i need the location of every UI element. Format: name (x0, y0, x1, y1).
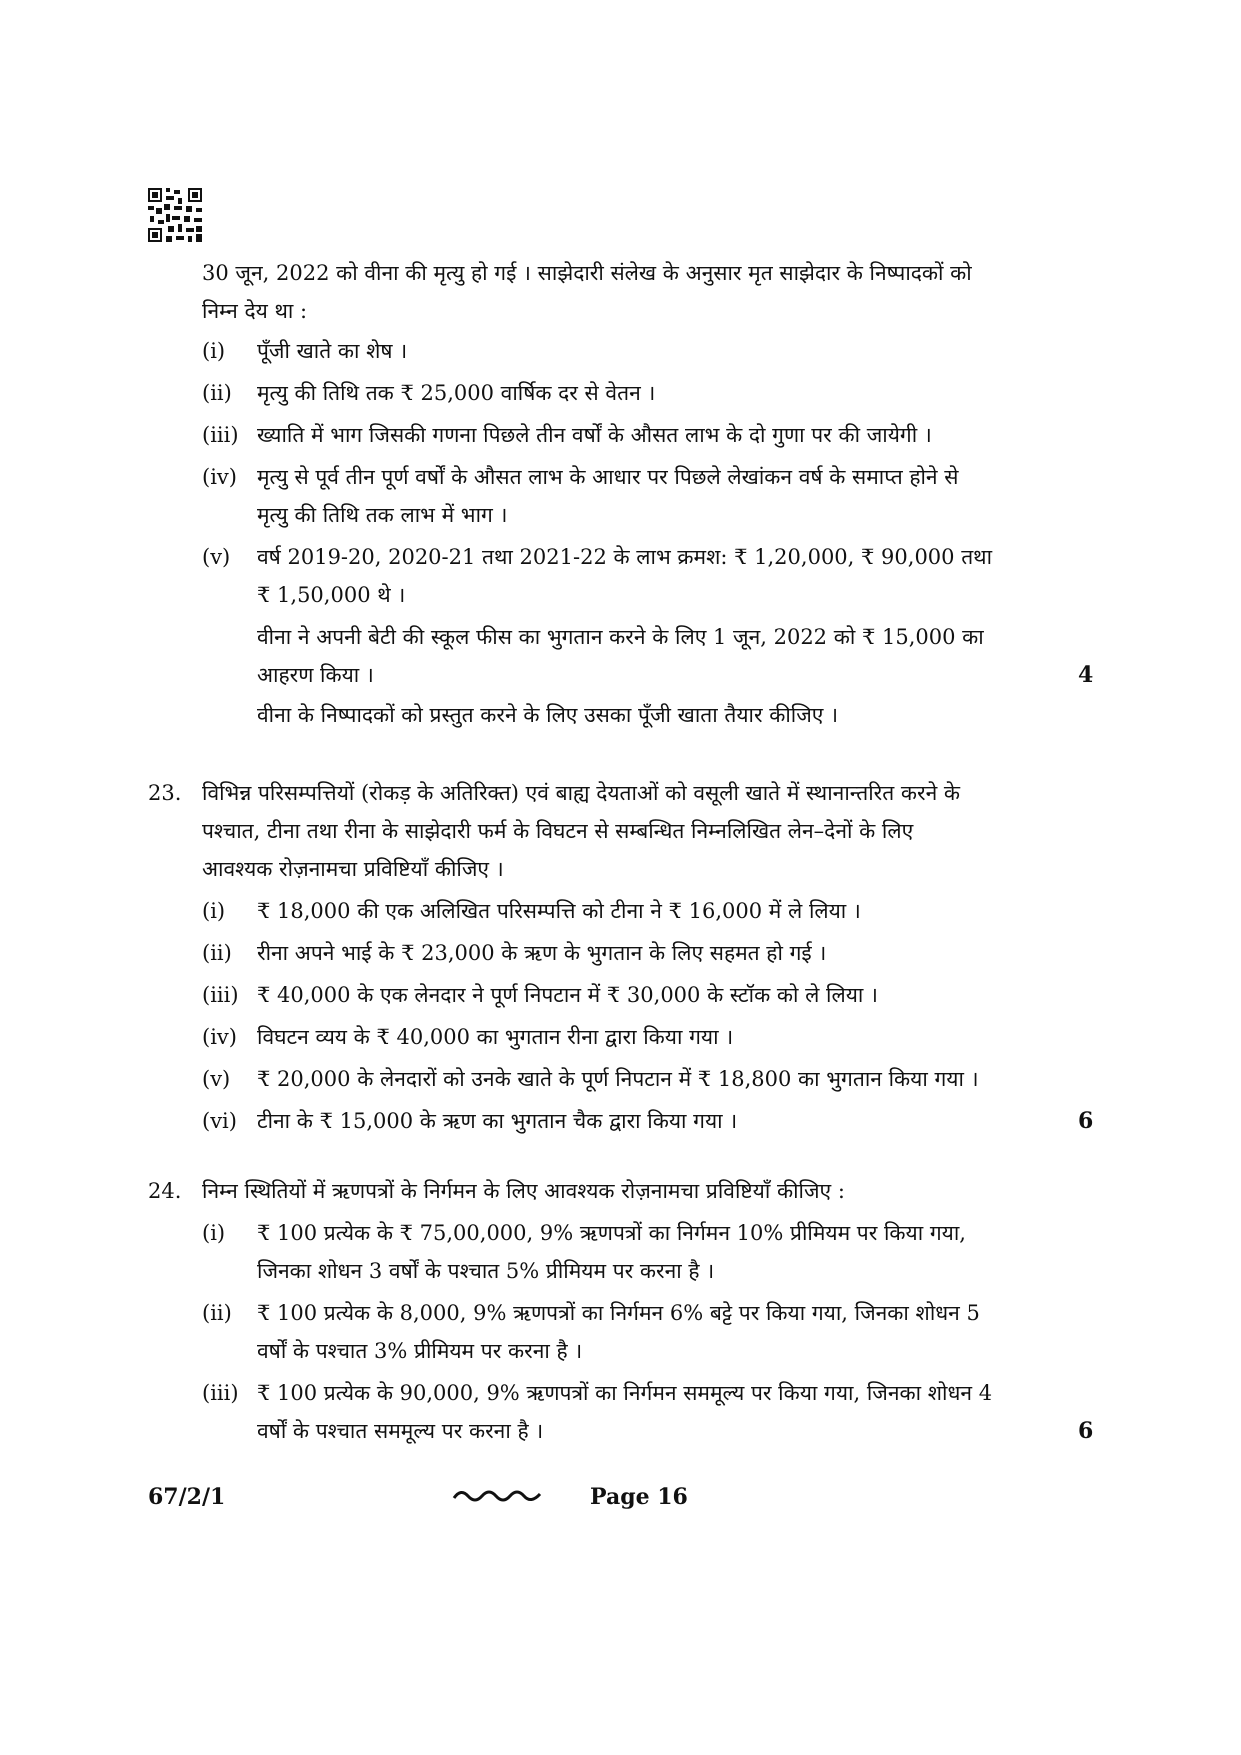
intro-item-text: वर्ष 2019-20, 2020-21 तथा 2021-22 के लाभ क्रमश: ₹ 1,20,000, ₹ 90,000 तथा (257, 545, 993, 569)
intro-item-text: मृत्यु से पूर्व तीन पूर्ण वर्षों के औसत लाभ के आधार पर पिछले लेखांकन वर्ष के समाप्त होने से (257, 465, 959, 489)
q24-item-text: ₹ 100 प्रत्येक के 90,000, 9% ऋणपत्रों का निर्गमन सममूल्य पर किया गया, जिनका शोधन 4 (257, 1381, 993, 1405)
q24-item-text: ₹ 100 प्रत्येक के 8,000, 9% ऋणपत्रों का निर्गमन 6% बट्टे पर किया गया, जिनका शोधन 5 (257, 1301, 980, 1325)
q23-item-text: ₹ 20,000 के लेनदारों को उनके खाते के पूर्ण निपटान में ₹ 18,800 का भुगतान किया गया । (257, 1067, 979, 1091)
marks-label: 4 (1078, 662, 1094, 688)
question-number: 24. (148, 1179, 182, 1203)
intro-item-text: मृत्यु की तिथि तक लाभ में भाग । (257, 503, 508, 527)
paper-code: 67/2/1 (148, 1484, 226, 1510)
intro-item-num: (i) (202, 339, 226, 363)
q23-item-num: (v) (202, 1067, 231, 1091)
marks-label: 6 (1078, 1418, 1094, 1444)
page-number: Page 16 (590, 1484, 688, 1510)
q23-text: विभिन्न परिसम्पत्तियों (रोकड़ के अतिरिक्त) एवं बाह्य देयताओं को वसूली खाते में स्थानान्तरित करने के (202, 781, 961, 805)
q24-text: निम्न स्थितियों में ऋणपत्रों के निर्गमन के लिए आवश्यक रोज़नामचा प्रविष्टियाँ कीजिए : (202, 1179, 845, 1203)
intro-line-2: निम्न देय था : (202, 299, 308, 323)
q23-item-num: (vi) (202, 1109, 237, 1133)
q23-item-num: (i) (202, 899, 226, 923)
q24-item-num: (i) (202, 1221, 226, 1245)
intro-item-num: (iv) (202, 465, 237, 489)
q23-item-text: टीना के ₹ 15,000 के ऋण का भुगतान चैक द्वारा किया गया । (257, 1109, 738, 1133)
intro-note: वीना के निष्पादकों को प्रस्तुत करने के लिए उसका पूँजी खाता तैयार कीजिए । (257, 703, 839, 727)
q23-item-text: रीना अपने भाई के ₹ 23,000 के ऋण के भुगतान के लिए सहमत हो गई । (257, 941, 827, 965)
question-number: 23. (148, 781, 182, 805)
q23-item-text: विघटन व्यय के ₹ 40,000 का भुगतान रीना द्वारा किया गया । (257, 1025, 734, 1049)
intro-item-text: ₹ 1,50,000 थे । (257, 583, 406, 607)
intro-item-num: (iii) (202, 423, 239, 447)
intro-item-num: (ii) (202, 381, 232, 405)
q23-item-text: ₹ 40,000 के एक लेनदार ने पूर्ण निपटान में ₹ 30,000 के स्टॉक को ले लिया । (257, 983, 878, 1007)
intro-item-text: ख्याति में भाग जिसकी गणना पिछले तीन वर्षों के औसत लाभ के दो गुणा पर की जायेगी । (257, 423, 932, 447)
intro-item-num: (v) (202, 545, 231, 569)
wave-ornament-icon (452, 1486, 544, 1506)
q24-item-text: वर्षों के पश्चात 3% प्रीमियम पर करना है । (257, 1339, 583, 1363)
q23-item-num: (iii) (202, 983, 239, 1007)
intro-item-text: मृत्यु की तिथि तक ₹ 25,000 वार्षिक दर से वेतन । (257, 381, 656, 405)
q24-item-text: वर्षों के पश्चात सममूल्य पर करना है । (257, 1419, 544, 1443)
marks-label: 6 (1078, 1108, 1094, 1134)
q24-item-num: (ii) (202, 1301, 232, 1325)
q24-item-num: (iii) (202, 1381, 239, 1405)
q23-item-text: ₹ 18,000 की एक अलिखित परिसम्पत्ति को टीना ने ₹ 16,000 में ले लिया । (257, 899, 861, 923)
intro-note: आहरण किया । (257, 663, 374, 687)
qr-code-icon (148, 188, 202, 242)
q24-item-text: ₹ 100 प्रत्येक के ₹ 75,00,000, 9% ऋणपत्रों का निर्गमन 10% प्रीमियम पर किया गया, (257, 1221, 966, 1245)
q23-item-num: (iv) (202, 1025, 237, 1049)
q23-item-num: (ii) (202, 941, 232, 965)
intro-note: वीना ने अपनी बेटी की स्कूल फीस का भुगतान करने के लिए 1 जून, 2022 को ₹ 15,000 का (257, 625, 984, 649)
intro-item-text: पूँजी खाते का शेष । (257, 339, 408, 363)
q24-item-text: जिनका शोधन 3 वर्षों के पश्चात 5% प्रीमियम पर करना है । (257, 1259, 715, 1283)
intro-line-1: 30 जून, 2022 को वीना की मृत्यु हो गई । साझेदारी संलेख के अनुसार मृत साझेदार के निष्पादकों को (202, 261, 972, 285)
q23-text: आवश्यक रोज़नामचा प्रविष्टियाँ कीजिए । (202, 857, 504, 881)
q23-text: पश्चात, टीना तथा रीना के साझेदारी फर्म के विघटन से सम्बन्धित निम्नलिखित लेन–देनों के लिए (202, 819, 914, 843)
